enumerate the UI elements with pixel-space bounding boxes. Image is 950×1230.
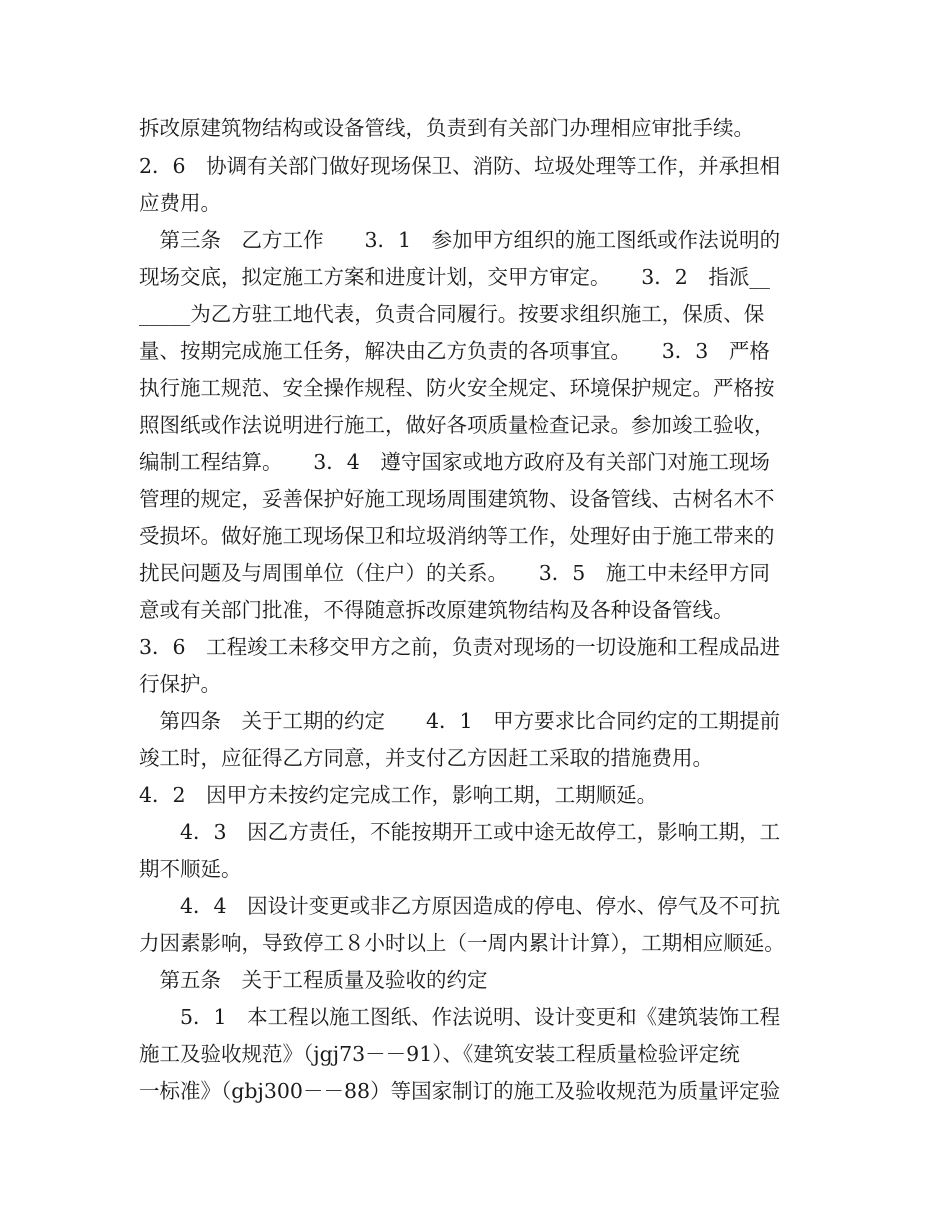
text-line: 受损坏。做好施工现场保卫和垃圾消纳等工作，处理好由于施工带来的 [139,524,775,548]
text-line: 2．6 协调有关部门做好现场保卫、消防、垃圾处理等工作，并承担相 [139,154,781,178]
text-line: _____为乙方驻工地代表，负责合同履行。按要求组织施工，保质、保 [139,302,765,326]
text-line: 第四条 关于工期的约定 4．1 甲方要求比合同约定的工期提前 [139,709,781,733]
text-line: 3．6 工程竣工未移交甲方之前，负责对现场的一切设施和工程成品进 [139,635,781,659]
text-line: 第三条 乙方工作 3．1 参加甲方组织的施工图纸或作法说明的 [139,228,781,252]
text-line: 编制工程结算。 3．4 遵守国家或地方政府及有关部门对施工现场 [139,450,770,474]
text-line: 第五条 关于工程质量及验收的约定 [139,968,488,992]
text-line: 一标准》（gbj300－－88）等国家制订的施工及验收规范为质量评定验 [139,1079,781,1103]
text-line: 期不顺延。 [139,857,242,881]
text-line: 执行施工规范、安全操作规程、防火安全规定、环境保护规定。严格按 [139,376,775,400]
text-line: 管理的规定，妥善保护好施工现场周围建筑物、设备管线、古树名木不 [139,487,775,511]
text-line: 意或有关部门批准，不得随意拆改原建筑物结构及各种设备管线。 [139,598,734,622]
text-line: 扰民问题及与周围单位（住户）的关系。 3．5 施工中未经甲方同 [139,561,770,585]
text-line: 5．1 本工程以施工图纸、作法说明、设计变更和《建筑装饰工程 [139,1005,781,1029]
text-line: 现场交底，拟定施工方案和进度计划，交甲方审定。 3．2 指派__ [139,265,770,289]
text-line: 竣工时，应征得乙方同意，并支付乙方因赶工采取的措施费用。 [139,746,713,770]
text-line: 照图纸或作法说明进行施工，做好各项质量检查记录。参加竣工验收， [139,413,775,437]
text-line: 4．4 因设计变更或非乙方原因造成的停电、停水、停气及不可抗 [139,894,781,918]
text-line: 拆改原建筑物结构或设备管线，负责到有关部门办理相应审批手续。 [139,116,754,140]
text-line: 量、按期完成施工任务，解决由乙方负责的各项事宜。 3．3 严格 [139,339,770,363]
text-line: 4．2 因甲方未按约定完成工作，影响工期，工期顺延。 [139,783,658,807]
text-line: 力因素影响，导致停工８小时以上（一周内累计计算），工期相应顺延。 [139,931,785,955]
text-line: 应费用。 [139,191,221,215]
text-line: 4．3 因乙方责任，不能按期开工或中途无故停工，影响工期，工 [139,820,781,844]
text-line: 行保护。 [139,672,221,696]
text-line: 施工及验收规范》（jgj73－－91）、《建筑安装工程质量检验评定统 [139,1042,740,1066]
